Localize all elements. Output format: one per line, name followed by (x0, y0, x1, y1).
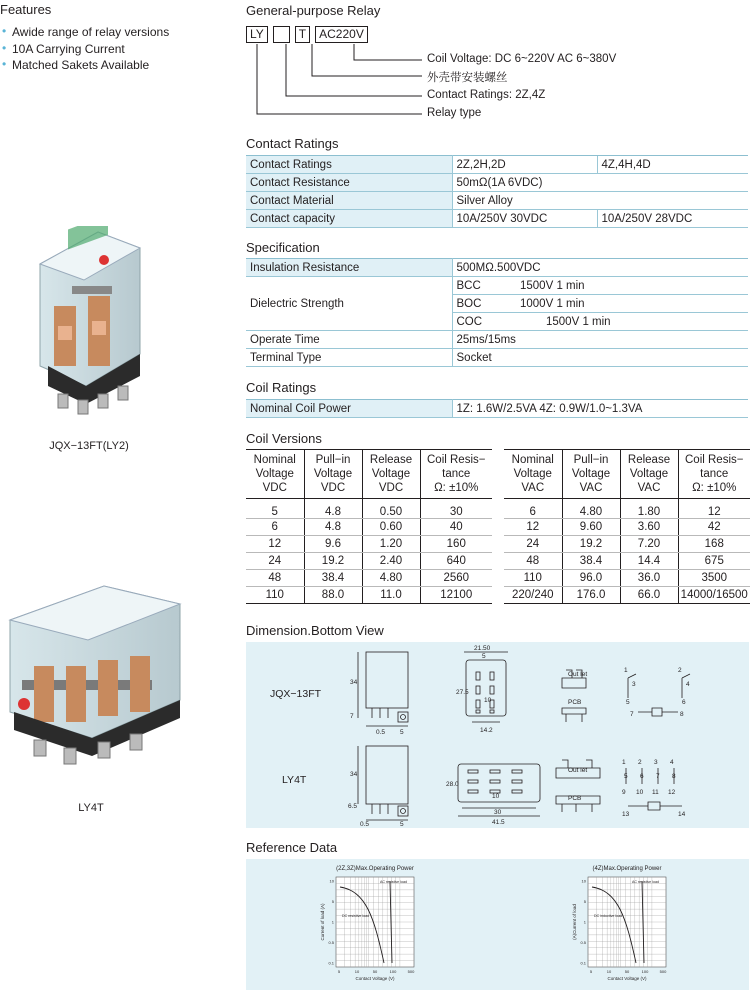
x-tick-label: 10 (354, 969, 360, 974)
table-header-row (504, 450, 750, 499)
chart-title: (4Z)Max.Operating Power (592, 866, 662, 872)
contact-ratings-label: Contact Ratings: 2Z,4Z (427, 89, 546, 101)
table-row (504, 570, 750, 587)
table-row (246, 277, 748, 295)
coil-ratings-title: Coil Ratings (246, 380, 317, 395)
column-header-line: VDC (378, 482, 404, 494)
table-cell: 10A/250V 30VDC (452, 210, 597, 228)
y-tick-label: 5 (583, 899, 586, 904)
pin-number: 2 (678, 667, 682, 674)
table-cell: Silver Alloy (452, 192, 748, 210)
reference-panel (246, 859, 749, 990)
table-row (504, 587, 750, 604)
column-header-line: Voltage (255, 468, 294, 480)
y-tick-label: 1 (583, 919, 586, 925)
table-row (246, 331, 748, 349)
table-row (504, 519, 750, 536)
pin-number: 14 (678, 811, 686, 818)
table-row (504, 553, 750, 570)
code-box-voltage: AC220V (315, 26, 368, 43)
dim-text: 7 (350, 713, 354, 720)
table-cell: 12 (504, 519, 562, 536)
contact-ratings-table (246, 155, 748, 228)
reference-charts (246, 859, 749, 990)
table-cell: 48 (246, 570, 304, 587)
socket-label: Out let (568, 671, 588, 678)
table-row (246, 536, 492, 553)
dim-text: 5 (482, 653, 486, 660)
table-cell: 640 (420, 553, 492, 570)
specification-title: Specification (246, 240, 320, 255)
pin-number: 9 (622, 789, 626, 796)
table-cell: 0.50 (362, 499, 420, 519)
table-cell: 14.4 (620, 553, 678, 570)
table-cell: BOC (452, 295, 516, 313)
column-header (678, 450, 750, 499)
table-cell: 1500V 1 min (516, 313, 748, 331)
reference-title: Reference Data (246, 840, 338, 855)
table-cell: 24 (504, 536, 562, 553)
coil-versions-title: Coil Versions (246, 431, 322, 446)
dim-text: 14.2 (480, 727, 493, 734)
table-cell: Nominal Coil Power (246, 400, 452, 418)
y-tick-label: 0.1 (580, 960, 586, 966)
pin-number: 1 (624, 667, 628, 674)
table-cell: 88.0 (304, 587, 362, 604)
pin-number: 3 (654, 759, 658, 766)
column-header-line: Voltage (513, 468, 552, 480)
dim-text: 5 (400, 729, 404, 736)
table-cell: 11.0 (362, 587, 420, 604)
table-cell: 12100 (420, 587, 492, 604)
socket-label: PCB (568, 699, 582, 706)
column-header-line: tance (442, 468, 471, 480)
chart-annotation: DC inductive load (594, 914, 623, 918)
dim-text: 6.5 (348, 803, 358, 810)
contact-ratings-title: Contact Ratings (246, 136, 339, 151)
table-cell: 66.0 (620, 587, 678, 604)
x-tick-label: 500 (659, 969, 667, 974)
table-cell: 1.20 (362, 536, 420, 553)
column-header-line: VAC (637, 482, 661, 494)
pin-number: 13 (622, 811, 630, 818)
x-tick-label: 500 (407, 969, 415, 974)
x-tick-label: 10 (606, 969, 612, 974)
general-title: General-purpose Relay (246, 3, 381, 18)
pin-number: 6 (682, 699, 686, 706)
specification-table (246, 258, 748, 367)
table-cell: 5 (246, 499, 304, 519)
dim-text: 5 (400, 821, 404, 828)
feature-item: • 10A Carrying Current (0, 41, 230, 58)
y-tick-label: 1 (331, 919, 334, 925)
table-cell: 9.6 (304, 536, 362, 553)
column-header-line: VAC (521, 482, 545, 494)
table-cell: BCC (452, 277, 516, 295)
ly2-relay-photo (28, 226, 150, 416)
x-axis-label: Contact Voltage (V) (607, 976, 647, 981)
table-cell: 2.40 (362, 553, 420, 570)
table-cell: 2Z,2H,2D (452, 156, 597, 174)
table-cell: 675 (678, 553, 750, 570)
x-tick-label: 5 (589, 969, 593, 974)
table-cell: 24 (246, 553, 304, 570)
column-header-line: Release (627, 454, 671, 466)
column-header-line: Ω: ±10% (692, 482, 737, 494)
table-row (246, 174, 748, 192)
table-cell: 1000V 1 min (516, 295, 748, 313)
model-label-ly4t: LY4T (282, 774, 307, 786)
table-cell: 4.8 (304, 519, 362, 536)
x-tick-label: 5 (337, 969, 341, 974)
table-cell: 110 (504, 570, 562, 587)
model-label-jqx13ft: JQX−13FT (270, 688, 322, 700)
table-cell: 4.80 (562, 499, 620, 519)
table-cell: 6 (504, 499, 562, 519)
dim-text: 30 (494, 809, 502, 816)
column-header-line: Voltage (629, 468, 669, 480)
y-tick-label: 10 (329, 878, 334, 884)
table-row (246, 499, 492, 519)
table-cell: 25ms/15ms (452, 331, 748, 349)
coil-versions-dc-table (246, 449, 492, 604)
table-cell: Socket (452, 349, 748, 367)
dim-text: 0.5 (360, 821, 370, 828)
table-cell: 12 (246, 536, 304, 553)
table-cell: 42 (678, 519, 750, 536)
table-cell: Contact Ratings (246, 156, 452, 174)
table-row (246, 519, 492, 536)
table-cell: 0.60 (362, 519, 420, 536)
table-row (246, 192, 748, 210)
coil-versions-ac-table (504, 449, 750, 604)
chart-annotation: DC resistive load (342, 914, 370, 918)
x-tick-label: 100 (389, 969, 397, 974)
pin-number: 4 (686, 681, 690, 688)
table-cell: COC (452, 313, 516, 331)
features-title: Features (0, 2, 52, 17)
dim-text: 34 (350, 771, 358, 778)
x-tick-label: 50 (372, 969, 378, 974)
dimension-panel (246, 642, 749, 828)
column-header-line: VDC (262, 482, 287, 494)
column-header (420, 450, 492, 499)
table-cell: 12 (678, 499, 750, 519)
ly4-relay-photo (4, 580, 184, 776)
table-cell: Terminal Type (246, 349, 452, 367)
chart-2 (572, 866, 667, 981)
table-cell: Dielectric Strength (246, 277, 452, 331)
socket-label: PCB (568, 795, 582, 802)
relay-type-label: Relay type (427, 107, 482, 119)
pin-number: 5 (624, 773, 628, 780)
table-cell: 14000/16500 (678, 587, 750, 604)
table-cell: 3500 (678, 570, 750, 587)
y-tick-label: 10 (581, 878, 586, 884)
dim-text: 41.5 (492, 819, 505, 826)
table-cell: 1Z: 1.6W/2.5VA 4Z: 0.9W/1.0~1.3VA (452, 400, 748, 418)
table-row (246, 156, 748, 174)
dim-text: 34 (350, 679, 358, 686)
pin-number: 7 (630, 711, 634, 718)
table-cell: 220/240 (504, 587, 562, 604)
table-cell: 6 (246, 519, 304, 536)
table-row (246, 259, 748, 277)
table-cell: 48 (504, 553, 562, 570)
y-tick-label: 0.5 (580, 940, 586, 945)
dim-text: 28.0 (446, 781, 459, 788)
chart-1 (320, 866, 415, 981)
dimension-drawings (246, 642, 749, 828)
socket-label: Out let (568, 767, 588, 774)
column-header (304, 450, 362, 499)
y-tick-label: 0.1 (328, 960, 334, 966)
table-row (246, 587, 492, 604)
code-box-terminal: T (295, 26, 310, 43)
table-cell: 110 (246, 587, 304, 604)
table-row (246, 570, 492, 587)
table-cell: 38.4 (562, 553, 620, 570)
y-tick-label: 0.5 (328, 940, 334, 945)
pin-number: 3 (632, 681, 636, 688)
pin-number: 5 (626, 699, 630, 706)
table-cell: 30 (420, 499, 492, 519)
table-cell: 168 (678, 536, 750, 553)
column-header-line: tance (700, 468, 729, 480)
table-cell: 160 (420, 536, 492, 553)
ly4-caption: LY4T (78, 802, 104, 814)
column-header-line: VAC (579, 482, 603, 494)
pin-number: 2 (638, 759, 642, 766)
table-cell: 19.2 (562, 536, 620, 553)
pin-number: 6 (640, 773, 644, 780)
table-cell: Contact Resistance (246, 174, 452, 192)
features-block (0, 2, 230, 74)
column-header-line: Release (369, 454, 413, 466)
table-cell: 7.20 (620, 536, 678, 553)
table-cell: 38.4 (304, 570, 362, 587)
pin-number: 1 (622, 759, 626, 766)
dimension-title: Dimension.Bottom View (246, 623, 384, 638)
table-cell: 50mΩ(1A 6VDC) (452, 174, 748, 192)
table-cell: 10A/250V 28VDC (597, 210, 748, 228)
table-cell: 500MΩ.500VDC (452, 259, 748, 277)
features-list (0, 24, 230, 74)
y-tick-label: 5 (331, 899, 334, 904)
table-row (246, 400, 748, 418)
table-cell: 1500V 1 min (516, 277, 748, 295)
pin-number: 7 (656, 773, 660, 780)
code-box-type: LY (246, 26, 268, 43)
table-cell: 4.8 (304, 499, 362, 519)
table-cell: Contact Material (246, 192, 452, 210)
table-cell: Contact capacity (246, 210, 452, 228)
column-header-line: Pull−in (315, 454, 351, 466)
table-cell: 3.60 (620, 519, 678, 536)
column-header-line: Voltage (371, 468, 411, 480)
column-header (246, 450, 304, 499)
pin-number: 11 (652, 789, 659, 796)
dim-text: 27.5 (456, 689, 469, 696)
pin-number: 8 (672, 773, 676, 780)
table-header-row (246, 450, 492, 499)
column-header (620, 450, 678, 499)
table-cell: 9.60 (562, 519, 620, 536)
feature-item: • Matched Sakets Available (0, 57, 230, 74)
table-cell: Operate Time (246, 331, 452, 349)
pin-number: 12 (668, 789, 676, 796)
dim-text: 21.50 (474, 645, 491, 652)
dim-text: 10 (484, 697, 492, 704)
table-cell: Insulation Resistance (246, 259, 452, 277)
table-cell: 19.2 (304, 553, 362, 570)
pin-number: 8 (680, 711, 684, 718)
table-row (504, 499, 750, 519)
coil-ratings-table (246, 399, 748, 418)
dim-text: 0.5 (376, 729, 386, 736)
x-axis-label: Contact Voltage (V) (355, 976, 395, 981)
table-cell: 4.80 (362, 570, 420, 587)
housing-label: 外壳带安装螺丝 (427, 72, 508, 84)
x-tick-label: 100 (641, 969, 649, 974)
table-row (246, 349, 748, 367)
y-axis-label: (A)Current of load (572, 904, 577, 940)
column-header-line: VDC (320, 482, 346, 494)
chart-annotation: AC resistive load (632, 880, 659, 884)
x-tick-label: 50 (624, 969, 630, 974)
dim-text: 10 (492, 793, 500, 800)
table-row (246, 553, 492, 570)
column-header-line: Ω: ±10% (434, 482, 479, 494)
column-header-line: Coil Resis− (427, 454, 486, 466)
table-row (246, 210, 748, 228)
pin-number: 10 (636, 789, 644, 796)
column-header-line: Voltage (313, 468, 353, 480)
column-header (362, 450, 420, 499)
table-cell: 4Z,4H,4D (597, 156, 748, 174)
table-cell: 1.80 (620, 499, 678, 519)
table-cell: 96.0 (562, 570, 620, 587)
table-cell: 176.0 (562, 587, 620, 604)
coil-voltage-label: Coil Voltage: DC 6~220V AC 6~380V (427, 53, 617, 65)
feature-item: • Awide range of relay versions (0, 24, 230, 41)
chart-annotation: AC resistive load (380, 880, 407, 884)
column-header-line: Pull−in (573, 454, 609, 466)
pin-number: 4 (670, 759, 674, 766)
y-axis-label: Current of load (A) (320, 903, 325, 941)
column-header-line: Coil Resis− (685, 454, 744, 466)
column-header-line: Nominal (253, 454, 296, 466)
table-cell: 40 (420, 519, 492, 536)
column-header-line: Nominal (511, 454, 554, 466)
table-row (504, 536, 750, 553)
table-cell: 36.0 (620, 570, 678, 587)
column-header-line: Voltage (571, 468, 611, 480)
column-header (562, 450, 620, 499)
table-cell: 2560 (420, 570, 492, 587)
ly2-caption: JQX−13FT(LY2) (49, 440, 129, 452)
column-header (504, 450, 562, 499)
chart-title: (2Z,3Z)Max.Operating Power (336, 866, 414, 872)
